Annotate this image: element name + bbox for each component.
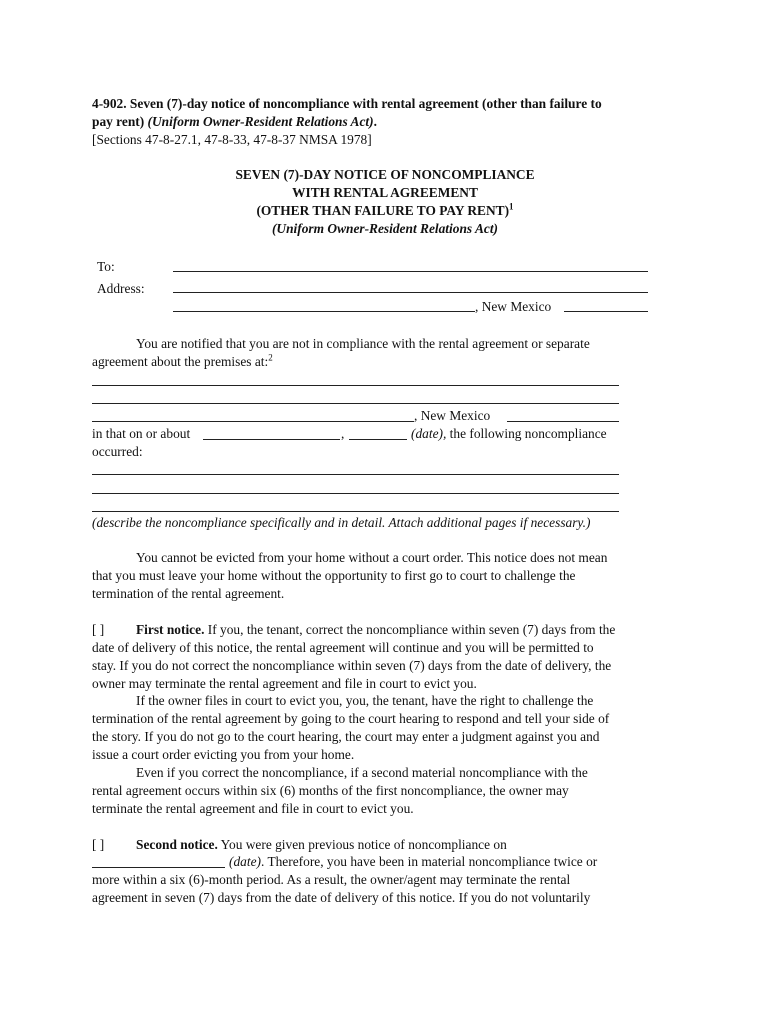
premises-line1-field[interactable] — [92, 385, 619, 386]
premises-city-field[interactable] — [92, 421, 414, 422]
on-or-about-comma: , — [341, 426, 345, 441]
footnote-ref-1: 1 — [509, 201, 514, 212]
address-zip-field[interactable] — [564, 311, 648, 312]
previous-notice-date-field[interactable] — [92, 867, 225, 868]
second-notice-label: Second notice. — [136, 837, 218, 852]
form-title-line2: WITH RENTAL AGREEMENT — [292, 185, 478, 200]
second-notice-line1-text: You were given previous notice of noncompliance on — [217, 837, 507, 852]
first-notice-line4: owner may terminate the rental agreement and file in court to evict you. — [92, 676, 477, 691]
description-line1-field[interactable] — [92, 474, 619, 475]
address-street-field[interactable] — [173, 292, 648, 293]
noncompliance-year-field[interactable] — [349, 439, 407, 440]
first-notice-line1 — [136, 621, 615, 640]
noncompliance-date-field[interactable] — [203, 439, 340, 440]
rule-heading-act: (Uniform Owner-Resident Relations Act) — [147, 114, 374, 129]
form-title-line3-text: (OTHER THAN FAILURE TO PAY RENT) — [256, 203, 510, 218]
first-notice-checkbox[interactable]: [ ] — [92, 622, 105, 637]
rule-heading-line2 — [92, 113, 377, 132]
previous-notice-date-label: (date) — [229, 854, 261, 869]
first-notice-label: First notice. — [136, 622, 205, 637]
second-notice-line2 — [229, 853, 597, 872]
form-title-line3 — [0, 202, 770, 221]
on-or-about-prefix: in that on or about — [92, 426, 191, 441]
occurred-label: occurred: — [92, 444, 143, 459]
eviction-paragraph-line2: that you must leave your home without the opportunity to first go to court to challenge the — [92, 568, 576, 583]
description-instruction: (describe the noncompliance specifically and in detail. Attach additional pages if necessary.) — [92, 515, 591, 530]
notice-intro-line1: You are notified that you are not in compliance with the rental agreement or separate — [136, 336, 590, 351]
second-notice-line3: more within a six (6)-month period. As a result, the owner/agent may terminate the rental — [92, 872, 571, 887]
address-state-text: , New Mexico — [475, 299, 552, 314]
footnote-ref-2: 2 — [268, 352, 273, 363]
court-rights-line1: If the owner files in court to evict you, you, the tenant, have the right to challenge the — [136, 693, 594, 708]
to-field[interactable] — [173, 271, 648, 272]
address-city-field[interactable] — [173, 311, 475, 312]
second-noncompliance-line1: Even if you correct the noncompliance, if a second material noncompliance with the — [136, 765, 588, 780]
rule-heading-period: . — [373, 114, 377, 129]
premises-line2-field[interactable] — [92, 403, 619, 404]
eviction-paragraph-line3: termination of the rental agreement. — [92, 586, 285, 601]
form-subtitle: (Uniform Owner-Resident Relations Act) — [271, 221, 499, 236]
form-title-line1: SEVEN (7)-DAY NOTICE OF NONCOMPLIANCE — [235, 167, 535, 182]
description-line3-field[interactable] — [92, 511, 619, 512]
on-or-about-suffix-text: the following noncompliance — [446, 426, 607, 441]
description-line2-field[interactable] — [92, 493, 619, 494]
premises-state-text: , New Mexico — [414, 408, 491, 423]
second-notice-line4: agreement in seven (7) days from the date of delivery of this notice. If you do not voluntarily — [92, 890, 591, 905]
notice-intro-line2-text: agreement about the premises at: — [92, 354, 269, 369]
to-label: To: — [97, 259, 115, 274]
rule-heading-line1: 4-902. Seven (7)-day notice of noncompliance with rental agreement (other than failure to — [92, 96, 602, 111]
first-notice-line2: date of delivery of this notice, the rental agreement will continue and you will be permitted to — [92, 640, 594, 655]
second-notice-line2-text: . Therefore, you have been in material noncompliance twice or — [260, 854, 598, 869]
court-rights-line4: issue a court order evicting you from your home. — [92, 747, 355, 762]
statute-sections: [Sections 47-8-27.1, 47-8-33, 47-8-37 NMSA 1978] — [92, 132, 372, 147]
notice-intro-line2 — [92, 353, 273, 372]
eviction-paragraph-line1: You cannot be evicted from your home without a court order. This notice does not mean — [136, 550, 608, 565]
address-label: Address: — [97, 281, 145, 296]
court-rights-line2: termination of the rental agreement by going to the court hearing to respond and tell your side of — [92, 711, 610, 726]
court-rights-line3: the story. If you do not go to the court hearing, the court may enter a judgment against you and — [92, 729, 600, 744]
second-notice-line1 — [136, 836, 507, 855]
second-noncompliance-line2: rental agreement occurs within six (6) months of the first noncompliance, the owner may — [92, 783, 569, 798]
rule-heading-bold: pay rent) — [92, 114, 148, 129]
second-noncompliance-line3: terminate the rental agreement and file in court to evict you. — [92, 801, 414, 816]
first-notice-line3: stay. If you do not correct the noncompliance within seven (7) days from the date of delivery, the — [92, 658, 612, 673]
second-notice-checkbox[interactable]: [ ] — [92, 837, 105, 852]
on-or-about-suffix — [411, 425, 607, 444]
premises-zip-field[interactable] — [507, 421, 619, 422]
first-notice-line1-text: If you, the tenant, correct the noncompliance within seven (7) days from the — [204, 622, 616, 637]
on-or-about-date-label: (date), — [411, 426, 447, 441]
